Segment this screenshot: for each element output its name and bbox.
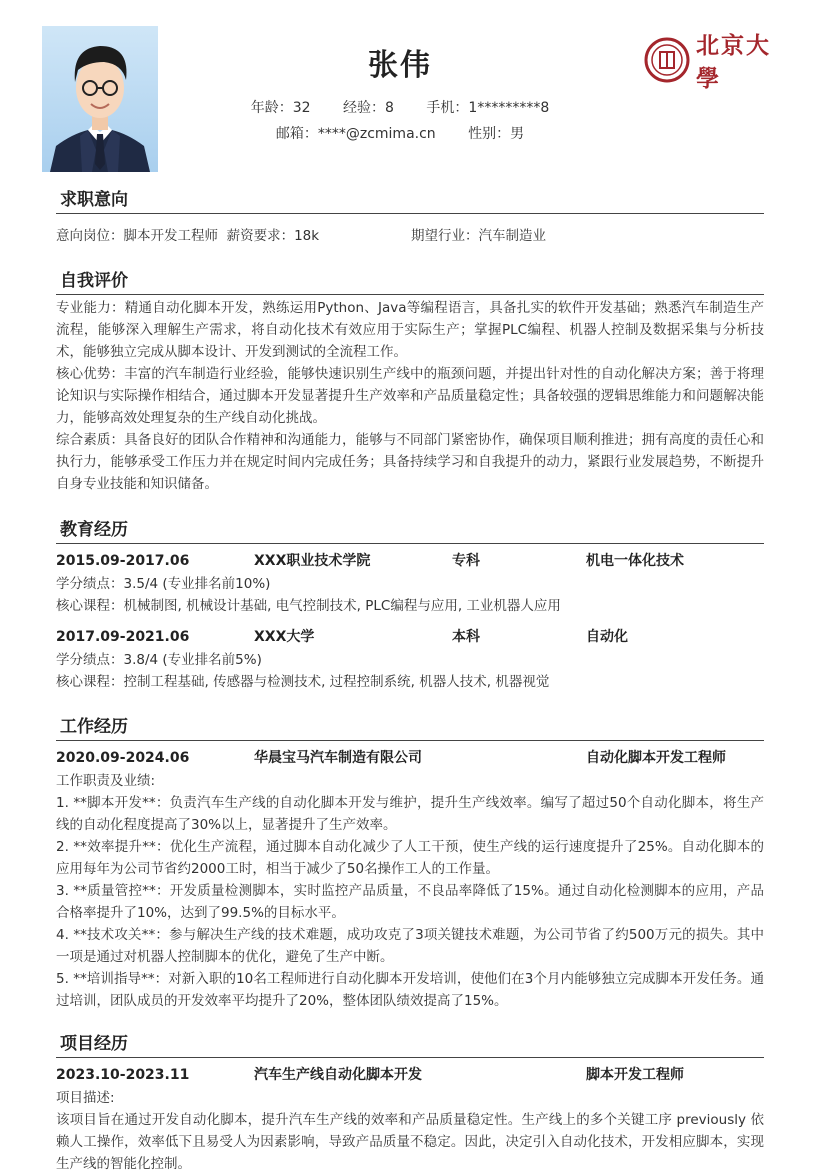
self-evaluation-section <box>56 267 764 495</box>
work-experience-section <box>56 713 764 1012</box>
education-courses: 核心课程：机械制图, 机械设计基础, 电气控制技术, PLC编程与应用, 工业机器人应用 <box>56 598 561 614</box>
education-school: XXX职业技术学院 <box>254 553 371 569</box>
project-role: 脚本开发工程师 <box>586 1067 684 1083</box>
work-period: 2020.09-2024.06 <box>56 750 190 766</box>
age-label: 年龄： <box>250 100 293 116</box>
phone-value: 1*********8 <box>468 100 550 116</box>
work-entry-header <box>56 746 764 770</box>
gender-label: 性别： <box>468 126 511 142</box>
work-role: 自动化脚本开发工程师 <box>586 750 726 766</box>
email-label: 邮箱： <box>275 126 318 142</box>
education-period: 2017.09-2021.06 <box>56 629 190 645</box>
education-gpa: 学分绩点：3.8/4 (专业排名前5%) <box>56 652 262 668</box>
section-title: 求职意向 <box>56 186 764 214</box>
education-major: 机电一体化技术 <box>586 553 684 569</box>
work-item: 1. **脚本开发**：负责汽车生产线的自动化脚本开发与维护，提升生产线效率。编写了超过50个自动化脚本，将生产线的自动化程度提高了30%以上，显著提升了生产效率。 <box>56 795 764 833</box>
intent-salary: 薪资要求：18k <box>226 228 320 244</box>
job-intent-section <box>56 186 764 247</box>
section-title: 自我评价 <box>56 267 764 295</box>
education-entry-header <box>56 625 764 649</box>
self-eval-paragraph: 综合素质：具备良好的团队合作精神和沟通能力，能够与不同部门紧密协作，确保项目顺利推进；拥有高度的责任心和执行力，能够承受工作压力并在规定时间内完成任务；具备持续学习和自我提升的动力，紧跟行业发展趋势，不断提升自身专业技能和知识储备。 <box>56 432 764 492</box>
project-period: 2023.10-2023.11 <box>56 1067 190 1083</box>
intent-position-salary <box>56 225 411 247</box>
project-experience-section <box>56 1030 764 1175</box>
education-major: 自动化 <box>586 629 628 645</box>
education-entry-header <box>56 549 764 573</box>
phone-label: 手机： <box>426 100 469 116</box>
age-value: 32 <box>292 100 311 116</box>
age-info <box>251 97 311 117</box>
education-section <box>56 516 764 693</box>
job-intent-row <box>56 225 764 247</box>
work-item: 2. **效率提升**：优化生产流程，通过脚本自动化减少了人工干预，使生产线的运行速度提升了25%。自动化脚本的应用每年为公司节省约2000工时，相当于减少了50名操作工人的工作量。 <box>56 839 764 877</box>
section-title: 项目经历 <box>56 1030 764 1058</box>
work-company: 华晨宝马汽车制造有限公司 <box>254 750 422 766</box>
education-period: 2015.09-2017.06 <box>56 553 190 569</box>
project-name: 汽车生产线自动化脚本开发 <box>254 1067 422 1083</box>
self-eval-paragraph: 专业能力：精通自动化脚本开发，熟练运用Python、Java等编程语言，具备扎实的软件开发基础；熟悉汽车制造生产流程，能够深入理解生产需求，将自动化技术有效应用于实际生产；掌握PLC编程、机器人控制及数据采集与分析技术，能够独立完成从脚本设计、开发到测试的全流程工作。 <box>56 300 764 360</box>
section-title: 工作经历 <box>56 713 764 741</box>
candidate-name: 张伟 <box>368 48 432 83</box>
experience-value: 8 <box>385 100 394 116</box>
university-logo-text: 北京大學 <box>696 32 771 92</box>
phone-info <box>426 97 549 117</box>
work-item: 3. **质量管控**：开发质量检测脚本，实时监控产品质量，不良品率降低了15%。通过自动化检测脚本的应用，产品合格率提升了10%，达到了99.5%的目标水平。 <box>56 883 764 921</box>
work-item: 4. **技术攻关**：参与解决生产线的技术难题，成功攻克了3项关键技术难题，为公司节省了约500万元的损失。其中一项是通过对机器人控制脚本的优化，避免了生产中断。 <box>56 927 764 965</box>
project-intro: 项目描述: <box>56 1090 115 1106</box>
gender-info <box>468 123 524 143</box>
education-gpa: 学分绩点：3.5/4 (专业排名前10%) <box>56 576 271 592</box>
email-info <box>276 123 436 143</box>
email-value: ****@zcmima.cn <box>317 126 436 142</box>
basic-info-row-1 <box>0 97 800 117</box>
education-degree: 本科 <box>452 629 480 645</box>
education-degree: 专科 <box>452 553 480 569</box>
intent-position: 意向岗位：脚本开发工程师 <box>56 228 218 244</box>
basic-info-row-2 <box>0 123 800 143</box>
university-seal-icon <box>644 37 690 83</box>
university-logo <box>644 32 794 92</box>
project-description: 该项目旨在通过开发自动化脚本，提升汽车生产线的效率和产品质量稳定性。生产线上的多个关键工序 previously 依赖人工操作，效率低下且易受人为因素影响，导致产品质量不稳定。因此，决定引入自动化技术，开发相应脚本，实现生产线的智能化控制。 <box>56 1112 764 1172</box>
education-courses: 核心课程：控制工程基础, 传感器与检测技术, 过程控制系统, 机器人技术, 机器视觉 <box>56 674 550 690</box>
experience-info <box>343 97 394 117</box>
education-school: XXX大学 <box>254 629 315 645</box>
work-intro: 工作职责及业绩: <box>56 773 156 789</box>
self-eval-paragraph: 核心优势：丰富的汽车制造行业经验，能够快速识别生产线中的瓶颈问题，并提出针对性的自动化解决方案；善于将理论知识与实际操作相结合，通过脚本开发显著提升生产效率和产品质量稳定性；具备较强的逻辑思维能力和问题解决能力，能够高效处理复杂的生产线自动化挑战。 <box>56 366 764 426</box>
section-title: 教育经历 <box>56 516 764 544</box>
intent-industry: 期望行业：汽车制造业 <box>411 228 546 244</box>
experience-label: 经验： <box>343 100 386 116</box>
project-entry-header <box>56 1063 764 1087</box>
work-item: 5. **培训指导**：对新入职的10名工程师进行自动化脚本开发培训，使他们在3个月内能够独立完成脚本开发任务。通过培训，团队成员的开发效率平均提升了20%，整体团队绩效提高了15%。 <box>56 971 764 1009</box>
gender-value: 男 <box>510 126 525 142</box>
